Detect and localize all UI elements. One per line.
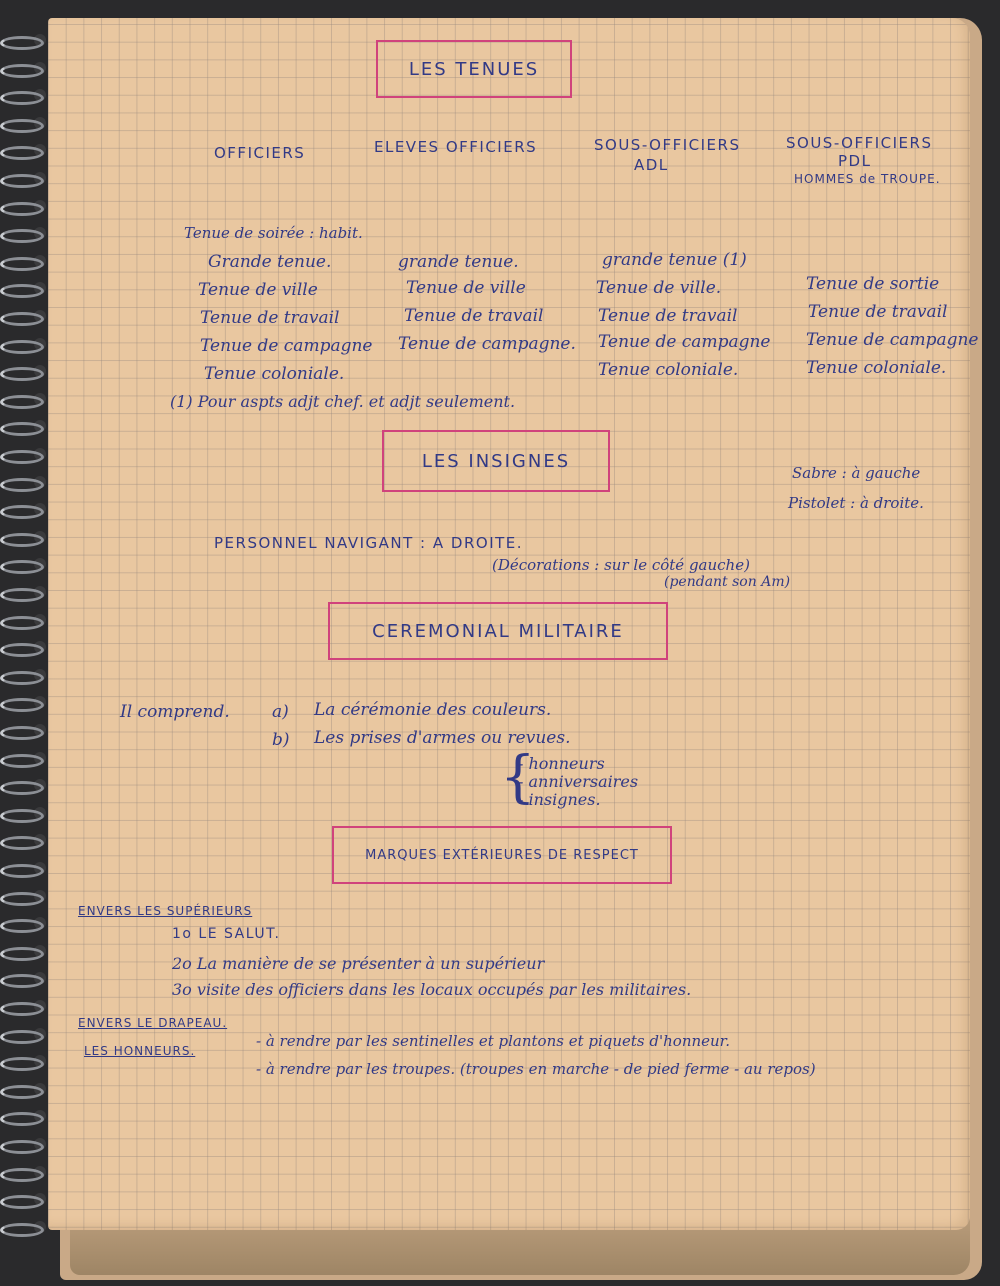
insignes-side-note: Pistolet : à droite. xyxy=(788,494,924,512)
spiral-coil xyxy=(0,1057,44,1071)
pdl-item: Tenue de sortie xyxy=(806,274,940,294)
column-header-pdl-line3: HOMMES de TROUPE. xyxy=(794,172,941,186)
spiral-coil xyxy=(0,450,44,464)
adl-item: Tenue de travail xyxy=(598,306,738,326)
eleves-item: Tenue de travail xyxy=(404,306,544,326)
adl-item: grande tenue (1) xyxy=(602,250,747,270)
column-header-pdl-line1: SOUS-OFFICIERS xyxy=(786,134,933,152)
spiral-binding xyxy=(0,0,60,1286)
officiers-item: Grande tenue. xyxy=(208,252,332,272)
spiral-coil xyxy=(0,809,44,823)
adl-item: Tenue de campagne xyxy=(598,332,771,352)
spiral-coil xyxy=(0,1085,44,1099)
spiral-coil xyxy=(0,864,44,878)
spiral-coil xyxy=(0,643,44,657)
personnel-navigant: PERSONNEL NAVIGANT : A DROITE. xyxy=(214,534,524,552)
officiers-item: Tenue de ville xyxy=(198,280,318,300)
officiers-item: Tenue de travail xyxy=(200,308,340,328)
spiral-coil xyxy=(0,422,44,436)
spiral-coil xyxy=(0,698,44,712)
column-header-adl-line1: SOUS-OFFICIERS xyxy=(594,136,741,154)
row-header-soiree: Tenue de soirée : habit. xyxy=(184,224,363,242)
officiers-item: Tenue de campagne xyxy=(200,336,373,356)
honneurs-item: - à rendre par les troupes. (troupes en marche - de pied ferme - au repos) xyxy=(256,1060,816,1078)
envers-superieurs-heading: ENVERS LES SUPÉRIEURS xyxy=(78,904,253,918)
eleves-item: grande tenue. xyxy=(398,252,519,272)
ceremonial-brace: { xyxy=(500,745,536,810)
honneurs-label: LES HONNEURS. xyxy=(84,1044,196,1058)
ceremonial-subitem: - insignes. xyxy=(518,790,601,809)
spiral-coil xyxy=(0,671,44,685)
tenues-title: LES TENUES xyxy=(408,58,540,80)
spiral-coil xyxy=(0,146,44,160)
pdl-item: Tenue de campagne xyxy=(806,330,979,350)
officiers-item: Tenue coloniale. xyxy=(204,364,345,384)
insignes-title: LES INSIGNES xyxy=(421,450,571,472)
ceremonial-item-a-letter: a) xyxy=(272,702,289,722)
spiral-coil xyxy=(0,754,44,768)
spiral-coil xyxy=(0,781,44,795)
adl-item: Tenue coloniale. xyxy=(598,360,739,380)
respect-item: 2o La manière de se présenter à un supérieur xyxy=(172,954,545,973)
pendant-note: (pendant son Am) xyxy=(664,574,791,590)
spiral-coil xyxy=(0,947,44,961)
spiral-coil xyxy=(0,1140,44,1154)
spiral-coil xyxy=(0,367,44,381)
spiral-coil xyxy=(0,974,44,988)
spiral-coil xyxy=(0,1195,44,1209)
ceremonial-item-b-letter: b) xyxy=(272,730,290,750)
spiral-coil xyxy=(0,1030,44,1044)
spiral-coil xyxy=(0,202,44,216)
honneurs-item: - à rendre par les sentinelles et plantons et piquets d'honneur. xyxy=(256,1032,730,1050)
respect-item: 3o visite des officiers dans les locaux occupés par les militaires. xyxy=(172,980,692,999)
spiral-coil xyxy=(0,119,44,133)
respect-title: MARQUES EXTÉRIEURES DE RESPECT xyxy=(365,847,639,863)
ceremonial-item-a: La cérémonie des couleurs. xyxy=(314,700,552,720)
spiral-coil xyxy=(0,1002,44,1016)
spiral-coil xyxy=(0,919,44,933)
spiral-coil xyxy=(0,533,44,547)
spiral-coil xyxy=(0,312,44,326)
spiral-coil xyxy=(0,257,44,271)
spiral-coil xyxy=(0,836,44,850)
spiral-coil xyxy=(0,560,44,574)
spiral-coil xyxy=(0,229,44,243)
spiral-coil xyxy=(0,36,44,50)
adl-item: Tenue de ville. xyxy=(596,278,722,298)
eleves-item: Tenue de campagne. xyxy=(398,334,576,354)
decorations-note: (Décorations : sur le côté gauche) xyxy=(492,556,750,574)
insignes-side-note: Sabre : à gauche xyxy=(792,464,921,482)
ceremonial-subitem: - anniversaires xyxy=(518,772,639,791)
column-header-officiers: OFFICIERS xyxy=(214,144,306,162)
ceremonial-title: CEREMONIAL MILITAIRE xyxy=(372,620,624,642)
respect-item: 1o LE SALUT. xyxy=(172,926,281,942)
envers-drapeau-heading: ENVERS LE DRAPEAU. xyxy=(78,1016,228,1030)
spiral-coil xyxy=(0,64,44,78)
ceremonial-intro: Il comprend. xyxy=(120,702,230,722)
tenues-title-box xyxy=(376,40,572,98)
pdl-item: Tenue coloniale. xyxy=(806,358,947,378)
ceremonial-item-b: Les prises d'armes ou revues. xyxy=(314,728,571,748)
spiral-coil xyxy=(0,395,44,409)
spiral-coil xyxy=(0,616,44,630)
spiral-coil xyxy=(0,505,44,519)
column-header-eleves: ELEVES OFFICIERS xyxy=(374,138,538,156)
column-header-pdl-line2: PDL xyxy=(838,152,872,170)
ceremonial-subitem: - honneurs xyxy=(518,754,605,773)
spiral-coil xyxy=(0,1168,44,1182)
ceremonial-title-box xyxy=(328,602,668,660)
notebook-page xyxy=(48,18,979,1230)
spiral-coil xyxy=(0,340,44,354)
spiral-coil xyxy=(0,91,44,105)
spiral-coil xyxy=(0,1112,44,1126)
respect-title-box xyxy=(332,826,672,884)
tenues-footnote: (1) Pour aspts adjt chef. et adjt seulement. xyxy=(170,392,516,411)
pdl-item: Tenue de travail xyxy=(808,302,948,322)
eleves-item: Tenue de ville xyxy=(406,278,526,298)
spiral-coil xyxy=(0,1223,44,1237)
spiral-coil xyxy=(0,726,44,740)
spiral-coil xyxy=(0,478,44,492)
spiral-coil xyxy=(0,892,44,906)
spiral-coil xyxy=(0,284,44,298)
insignes-title-box xyxy=(382,430,610,492)
spiral-coil xyxy=(0,174,44,188)
spiral-coil xyxy=(0,588,44,602)
column-header-adl-line2: ADL xyxy=(634,156,669,174)
